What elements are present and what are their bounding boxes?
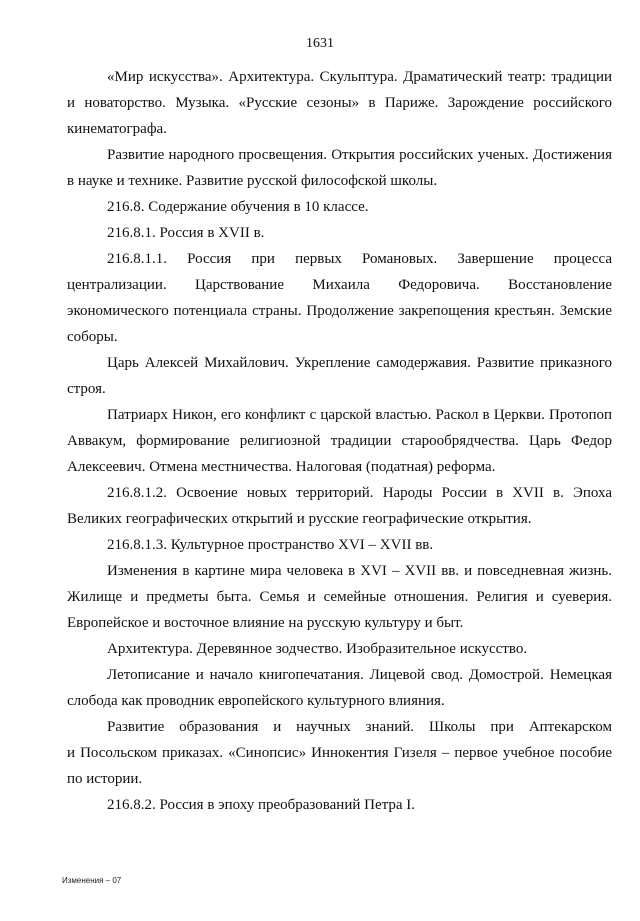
text-line: Алексеевич. Отмена местничества. Налоговая (податная) реформа. — [67, 459, 496, 475]
paragraph — [67, 402, 612, 480]
footer-revision-note: Изменения – 07 — [62, 876, 122, 885]
text-line: экономического потенциала страны. Продолжение закрепощения крестьян. Земские — [67, 303, 612, 319]
text-line: Развитие народного просвещения. Открытия российских ученых. Достижения — [107, 147, 612, 163]
text-line: Европейское и восточное влияние на русскую культуру и быт. — [67, 615, 464, 631]
text-line: Жилище и предметы быта. Семья и семейные отношения. Религия и суеверия. — [67, 589, 612, 605]
paragraph — [67, 64, 612, 142]
text-line: централизации. Царствование Михаила Федоровича. Восстановление — [67, 277, 612, 293]
text-line: Аввакум, формирование религиозной традиции старообрядчества. Царь Федор — [67, 433, 612, 449]
paragraph — [67, 194, 612, 220]
text-line: и новаторство. Музыка. «Русские сезоны» в Париже. Зарождение российского — [67, 95, 612, 111]
section-heading: 216.8.1. Россия в XVII в. — [107, 225, 265, 241]
text-line: Царь Алексей Михайлович. Укрепление самодержавия. Развитие приказного — [107, 355, 612, 371]
text-line: в науке и технике. Развитие русской философской школы. — [67, 173, 438, 189]
paragraph — [67, 246, 612, 350]
text-line: Архитектура. Деревянное зодчество. Изобразительное искусство. — [107, 641, 528, 657]
text-line: Патриарх Никон, его конфликт с царской властью. Раскол в Церкви. Протопоп — [107, 407, 612, 423]
text-line: 216.8.1.2. Освоение новых территорий. Народы России в XVII в. Эпоха — [107, 485, 612, 501]
text-line: Летописание и начало книгопечатания. Лицевой свод. Домострой. Немецкая — [107, 667, 612, 683]
text-line: Великих географических открытий и русские географические открытия. — [67, 511, 532, 527]
text-line: и Посольском приказах. «Синопсис» Иннокентия Гизеля – первое учебное пособие — [67, 745, 612, 761]
text-line: по истории. — [67, 771, 143, 787]
paragraph — [67, 532, 612, 558]
paragraph — [67, 636, 612, 662]
section-heading: 216.8.2. Россия в эпоху преобразований Петра I. — [107, 797, 416, 813]
text-line: 216.8.1.1. Россия при первых Романовых. Завершение процесса — [107, 251, 612, 267]
text-line: строя. — [67, 381, 106, 397]
text-line: Развитие образования и научных знаний. Школы при Аптекарском — [107, 719, 612, 735]
page-number: 1631 — [306, 36, 334, 51]
section-heading: 216.8.1.3. Культурное пространство XVI – XVII вв. — [107, 537, 434, 553]
paragraph — [67, 350, 612, 402]
text-line: слобода как проводник европейского культурного влияния. — [67, 693, 445, 709]
paragraph — [67, 792, 612, 818]
text-line: «Мир искусства». Архитектура. Скульптура. Драматический театр: традиции — [107, 69, 612, 85]
paragraph — [67, 480, 612, 532]
paragraph — [67, 558, 612, 636]
paragraph — [67, 714, 612, 792]
paragraph — [67, 142, 612, 194]
paragraph — [67, 662, 612, 714]
paragraph — [67, 220, 612, 246]
section-heading: 216.8. Содержание обучения в 10 классе. — [107, 199, 369, 215]
text-line: кинематографа. — [67, 121, 167, 137]
text-line: Изменения в картине мира человека в XVI – XVII вв. и повседневная жизнь. — [107, 563, 612, 579]
text-line: соборы. — [67, 329, 118, 345]
document-body — [67, 64, 612, 818]
